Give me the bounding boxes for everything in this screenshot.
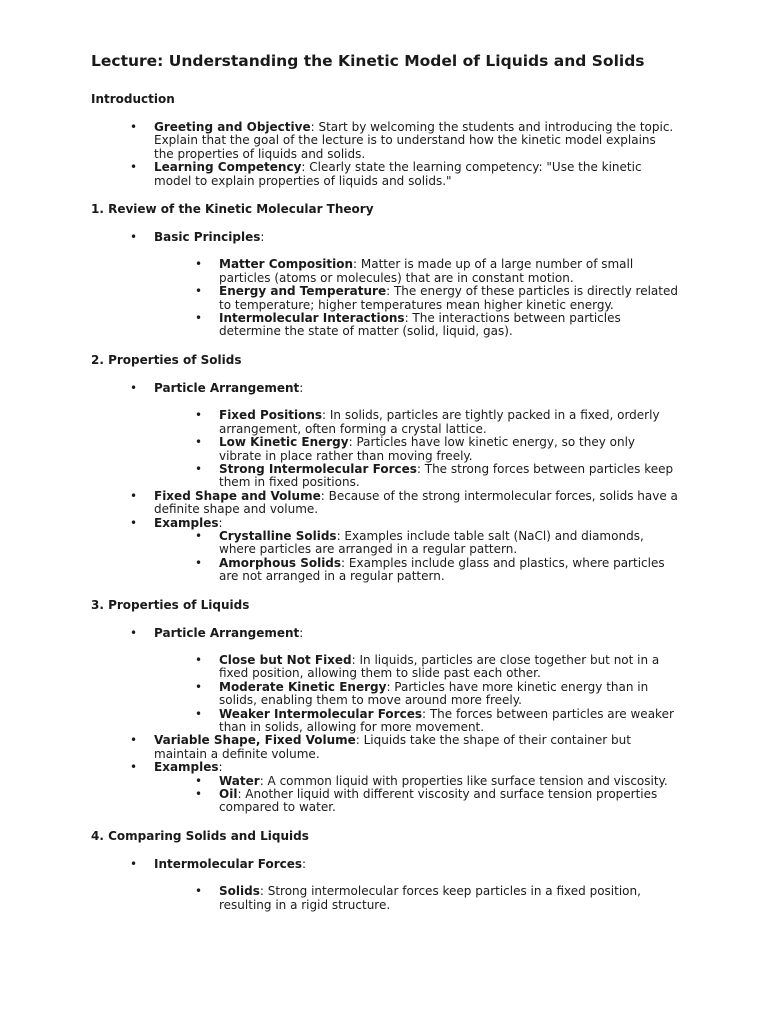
list-item: • Greeting and Objective: Start by welcoming the students and introducing the topic. Explain that the goal of the lecture is to understand how the kinetic model explains the properties of liquids and solids.	[154, 121, 679, 161]
list-item: • Fixed Shape and Volume: Because of the strong intermolecular forces, solids have a definite shape and volume.	[154, 490, 679, 517]
section-3-list-b	[91, 734, 691, 774]
section-1-sublist	[91, 258, 691, 338]
list-item: • Basic Principles:	[154, 231, 679, 244]
section-2-heading: 2. Properties of Solids	[91, 352, 242, 367]
document-page	[91, 52, 691, 912]
section-2-sublist	[91, 409, 691, 489]
section-1-list	[91, 231, 691, 244]
section-4-sublist	[91, 885, 691, 912]
list-item: • Weaker Intermolecular Forces: The forces between particles are weaker than in solids, allowing for more movement.	[219, 708, 679, 735]
section-4-heading: 4. Comparing Solids and Liquids	[91, 828, 309, 843]
list-item: • Particle Arrangement:	[154, 627, 679, 640]
list-item: • Moderate Kinetic Energy: Particles have more kinetic energy than in solids, enabling them to move around more freely.	[219, 681, 679, 708]
section-2-list-b	[91, 490, 691, 530]
list-item: • Low Kinetic Energy: Particles have low kinetic energy, so they only vibrate in place rather than moving freely.	[219, 436, 679, 463]
section-3-sublist	[91, 654, 691, 734]
list-item: • Intermolecular Forces:	[154, 858, 679, 871]
list-item: • Close but Not Fixed: In liquids, particles are close together but not in a fixed position, allowing them to slide past each other.	[219, 654, 679, 681]
list-item: • Water: A common liquid with properties like surface tension and viscosity.	[219, 775, 679, 788]
intro-heading: Introduction	[91, 92, 175, 106]
list-item: • Intermolecular Interactions: The interactions between particles determine the state of matter (solid, liquid, gas).	[219, 312, 679, 339]
list-item: • Examples:	[154, 517, 679, 530]
intro-list	[91, 121, 691, 188]
section-2-examples	[91, 530, 691, 584]
list-item: • Solids: Strong intermolecular forces keep particles in a fixed position, resulting in a rigid structure.	[219, 885, 679, 912]
section-4-list	[91, 858, 691, 871]
list-item: • Fixed Positions: In solids, particles are tightly packed in a fixed, orderly arrangement, often forming a crystal lattice.	[219, 409, 679, 436]
section-2-list	[91, 382, 691, 395]
section-3-examples	[91, 775, 691, 815]
list-item: • Oil: Another liquid with different viscosity and surface tension properties compared to water.	[219, 788, 679, 815]
list-item: • Variable Shape, Fixed Volume: Liquids take the shape of their container but maintain a definite volume.	[154, 734, 679, 761]
section-3-list	[91, 627, 691, 640]
list-item: • Particle Arrangement:	[154, 382, 679, 395]
list-item: • Learning Competency: Clearly state the learning competency: "Use the kinetic model to explain properties of liquids and solids."	[154, 161, 679, 188]
section-1-heading: 1. Review of the Kinetic Molecular Theory	[91, 202, 374, 217]
list-item: • Amorphous Solids: Examples include glass and plastics, where particles are not arranged in a regular pattern.	[219, 557, 679, 584]
list-item: • Strong Intermolecular Forces: The strong forces between particles keep them in fixed positions.	[219, 463, 679, 490]
list-item: • Energy and Temperature: The energy of these particles is directly related to temperature; higher temperatures mean higher kinetic energy.	[219, 285, 679, 312]
list-item: • Crystalline Solids: Examples include table salt (NaCl) and diamonds, where particles are arranged in a regular pattern.	[219, 530, 679, 557]
document-title: Lecture: Understanding the Kinetic Model of Liquids and Solids	[91, 52, 645, 70]
list-item: • Examples:	[154, 761, 679, 774]
list-item: • Matter Composition: Matter is made up of a large number of small particles (atoms or molecules) that are in constant motion.	[219, 258, 679, 285]
section-3-heading: 3. Properties of Liquids	[91, 597, 250, 612]
